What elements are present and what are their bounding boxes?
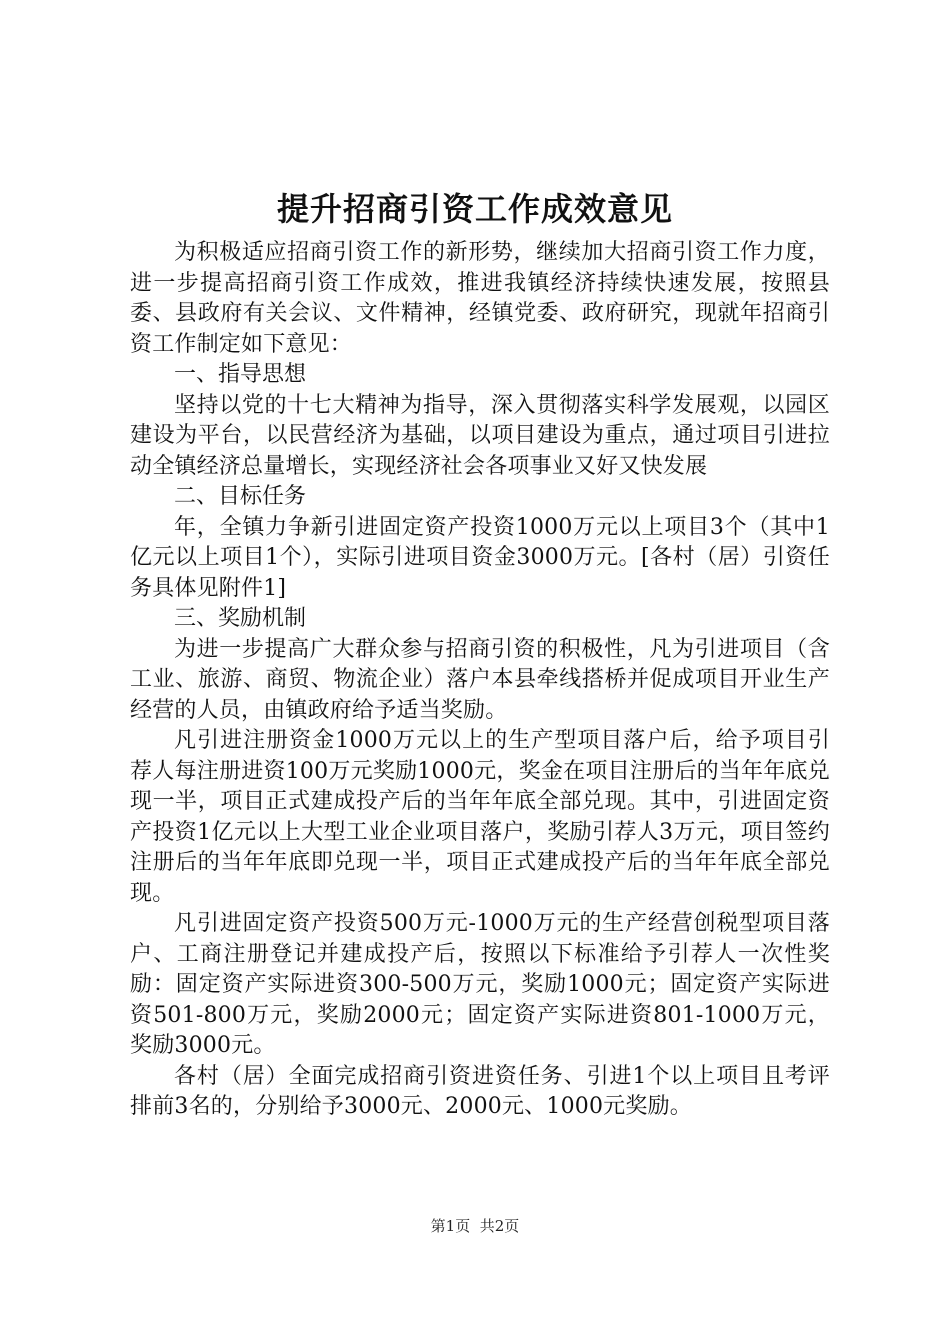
- section-heading-targets: 二、目标任务: [174, 484, 307, 509]
- section-heading-guiding-ideology: 一、指导思想: [174, 362, 307, 387]
- rewards-paragraph-3: 凡引进固定资产投资500万元-1000万元的生产经营创税型项目落户、工商注册登记并建成投产后，按照以下标准给予引荐人一次性奖励：固定资产实际进资300-500万元，奖励1000元；固定资产实际进资501-800万元，奖励2000元；固定资产实际进资801-1000万元，奖励3000元。: [130, 911, 830, 1058]
- document-body: [130, 238, 830, 1123]
- section-heading-rewards: 三、奖励机制: [174, 606, 307, 631]
- guiding-ideology-paragraph: 坚持以党的十七大精神为指导，深入贯彻落实科学发展观，以园区建设为平台，以民营经济为基础，以项目建设为重点，通过项目引进拉动全镇经济总量增长，实现经济社会各项事业又好又快发展: [130, 392, 830, 479]
- rewards-paragraph-2: 凡引进注册资金1000万元以上的生产型项目落户后，给予项目引荐人每注册进资100万元奖励1000元，奖金在项目注册后的当年年底兑现一半，项目正式建成投产后的当年年底全部兑现。其中，引进固定资产投资1亿元以上大型工业企业项目落户，奖励引荐人3万元，项目签约注册后的当年年底即兑现一半，项目正式建成投产后的当年年底全部兑现。: [130, 728, 830, 906]
- intro-paragraph: 为积极适应招商引资工作的新形势，继续加大招商引资工作力度，进一步提高招商引资工作成效，推进我镇经济持续快速发展，按照县委、县政府有关会议、文件精神，经镇党委、政府研究，现就年招商引资工作制定如下意见：: [130, 240, 830, 357]
- targets-paragraph: 年，全镇力争新引进固定资产投资1000万元以上项目3个（其中1亿元以上项目1个），实际引进项目资金3000万元。[各村（居）引资任务具体见附件1]: [130, 514, 830, 601]
- document-title: 提升招商引资工作成效意见: [276, 190, 673, 228]
- rewards-paragraph-4: 各村（居）全面完成招商引资进资任务、引进1个以上项目且考评排前3名的，分别给予3000元、2000元、1000元奖励。: [130, 1063, 830, 1119]
- page-number-total: 共2页: [479, 1217, 520, 1235]
- rewards-paragraph-1: 为进一步提高广大群众参与招商引资的积极性，凡为引进项目（含工业、旅游、商贸、物流企业）落户本县牵线搭桥并促成项目开业生产经营的人员，由镇政府给予适当奖励。: [130, 636, 830, 723]
- page-footer: [0, 1216, 950, 1236]
- page-number-current: 第1页: [430, 1217, 471, 1235]
